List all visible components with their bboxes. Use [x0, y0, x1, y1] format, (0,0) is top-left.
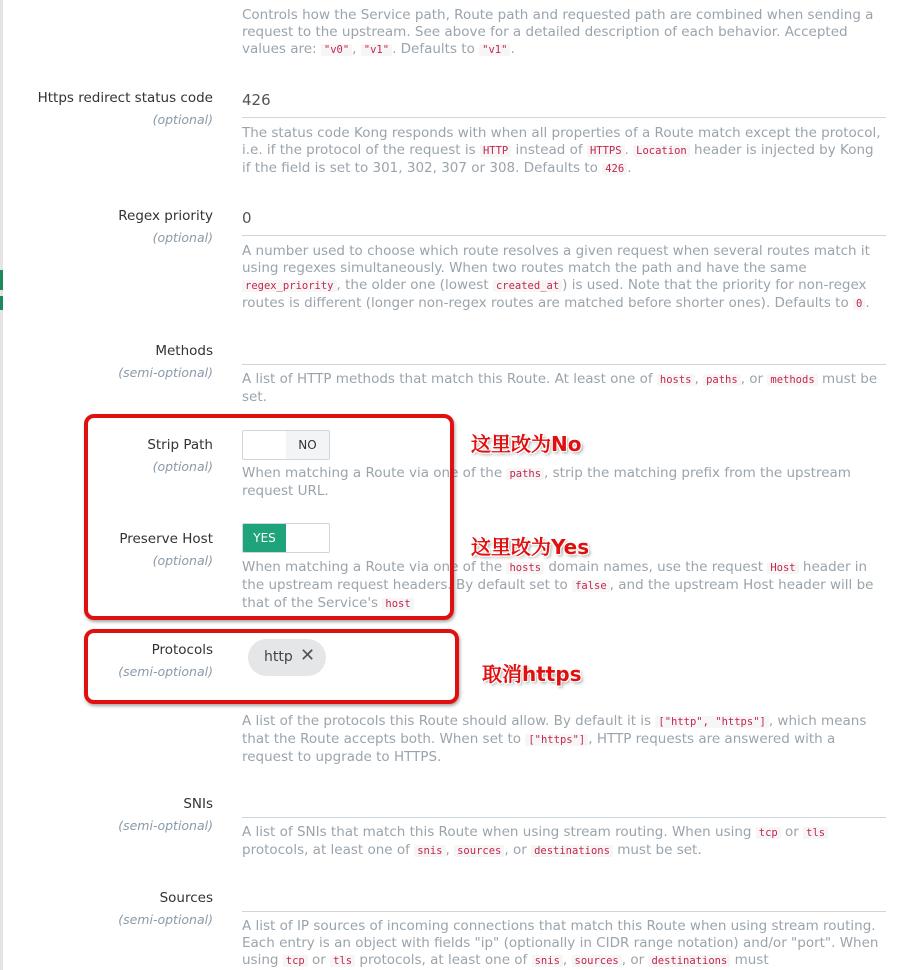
help-text: , the older one (lowest [336, 277, 493, 293]
inline-code: 0 [853, 298, 865, 310]
help-text: When matching a Route via one of the [242, 465, 507, 481]
snis-semi-optional: (semi-optional) [118, 818, 213, 833]
inline-code: HTTP [480, 145, 511, 157]
help-text: . [865, 295, 870, 311]
regex-priority-input[interactable]: 0 [242, 206, 886, 236]
remove-chip-icon[interactable]: ✕ [300, 645, 316, 666]
inline-code: hosts [657, 374, 695, 386]
preserve-host-optional: (optional) [152, 553, 213, 568]
sources-help [242, 918, 886, 970]
inline-code: tls [330, 955, 355, 967]
help-text: The status code Kong responds with when all properties of a Route match except the protocol, i.e. if the protocol of the request is [242, 125, 881, 158]
inline-code: "v1" [361, 44, 392, 56]
methods-label: Methods [155, 343, 213, 359]
methods-input[interactable] [242, 340, 886, 365]
help-text: or [307, 952, 331, 968]
help-text: , or [621, 952, 649, 968]
methods-help [242, 371, 886, 406]
protocols-annotation-note: 取消https [482, 662, 582, 686]
protocols-annotation-box [84, 629, 459, 704]
inline-code: tcp [283, 955, 308, 967]
help-text: must be set. [242, 371, 878, 405]
help-text: , which means that the Route accepts both. When set to [242, 713, 867, 747]
help-text: A list of HTTP methods that match this Route. At least one of [242, 371, 657, 387]
regex-priority-label: Regex priority [118, 208, 213, 224]
inline-code: snis [532, 955, 563, 967]
inline-code: paths [703, 374, 741, 386]
strip-path-label: Strip Path [147, 437, 213, 453]
left-edge-accent-bottom [0, 296, 3, 310]
help-text: A number used to choose which route resolves a given request when several routes match it using regexes simultaneously. When two routes match the path and have the same [242, 243, 870, 276]
help-text: , [352, 41, 361, 57]
help-text: , or [740, 371, 768, 387]
help-text: , [562, 952, 572, 968]
https-redirect-optional: (optional) [152, 112, 213, 127]
help-text: , HTTP requests are answered with a request to upgrade to HTTPS. [242, 731, 836, 765]
strip-preserve-annotation-box [84, 414, 454, 620]
help-text: . [510, 41, 515, 57]
help-text: A list of SNIs that match this Route when using stream routing. When using [242, 824, 756, 840]
strip-path-optional: (optional) [152, 459, 213, 474]
inline-code: sources [572, 955, 622, 967]
preserve-host-label: Preserve Host [119, 531, 213, 547]
help-text: ) is used. Note that the priority for non-regex routes is different (longer non-regex routes are matched before shorter ones). Defaults to [242, 277, 867, 311]
help-text: instead of [511, 142, 587, 158]
sources-input[interactable] [242, 887, 886, 912]
strip-path-toggle-no[interactable]: NO [286, 431, 329, 459]
methods-semi-optional: (semi-optional) [118, 365, 213, 380]
inline-code: snis [414, 845, 445, 857]
regex-priority-help [242, 243, 886, 313]
inline-code: ["http", "https"] [655, 716, 768, 728]
sources-label: Sources [159, 890, 213, 906]
protocols-semi-optional: (semi-optional) [118, 664, 213, 679]
regex-priority-optional: (optional) [152, 230, 213, 245]
snis-help [242, 824, 886, 860]
help-text: domain names, use the request [544, 559, 768, 575]
help-text: protocols, at least one of [242, 842, 415, 858]
help-text: . Defaults to [392, 41, 480, 57]
inline-code: paths [506, 468, 544, 480]
help-text: , or [504, 842, 532, 858]
help-text: , strip the matching prefix from the upstream request URL. [242, 465, 851, 499]
preserve-host-toggle-yes[interactable]: YES [243, 524, 286, 552]
left-edge-strip [0, 0, 3, 970]
inline-code: 426 [602, 163, 627, 175]
protocols-help [242, 713, 886, 766]
left-edge-accent-top [0, 270, 3, 290]
help-text: header is injected by Kong if the field is set to 301, 302, 307 or 308. Defaults to [242, 142, 874, 176]
inline-code: host [382, 598, 413, 610]
preserve-host-annotation-note: 这里改为Yes [471, 535, 590, 559]
inline-code: destinations [531, 845, 613, 857]
snis-input[interactable] [242, 793, 886, 818]
help-text: must [730, 952, 769, 968]
help-text: header in the upstream request headers. By default set to [242, 559, 868, 593]
inline-code: false [572, 580, 610, 592]
help-text: A list of the protocols this Route should allow. By default it is [242, 713, 656, 729]
help-text: . [624, 142, 634, 158]
inline-code: "v0" [321, 44, 352, 56]
sources-semi-optional: (semi-optional) [118, 912, 213, 927]
help-text: Controls how the Service path, Route path and requested path are combined when sending a request to the upstream. See above for a detailed description of each behavior. Accepted values are: [242, 7, 874, 57]
inline-code: tcp [756, 827, 781, 839]
snis-label: SNIs [183, 796, 213, 812]
inline-code: tls [803, 827, 828, 839]
protocol-chip-label: http [264, 649, 293, 665]
help-text: When matching a Route via one of the [242, 559, 507, 575]
inline-code: ["https"] [525, 734, 588, 746]
strip-path-annotation-note: 这里改为No [471, 432, 582, 456]
inline-code: "v1" [479, 44, 510, 56]
inline-code: HTTPS [587, 145, 625, 157]
help-text: . [627, 160, 632, 176]
help-text: , [694, 371, 704, 387]
inline-code: destinations [648, 955, 730, 967]
path-handling-help [242, 7, 886, 59]
help-text: protocols, at least one of [355, 952, 532, 968]
protocols-label: Protocols [151, 642, 213, 658]
help-text: , [445, 842, 455, 858]
help-text: or [780, 824, 804, 840]
inline-code: hosts [506, 562, 544, 574]
help-text: must be set. [612, 842, 702, 858]
help-text: , and the upstream Host header will be that of the Service's [242, 577, 874, 611]
https-redirect-input[interactable]: 426 [242, 88, 886, 118]
inline-code: created_at [493, 280, 562, 292]
inline-code: sources [454, 845, 504, 857]
https-redirect-label: Https redirect status code [37, 90, 213, 106]
help-text: A list of IP sources of incoming connections that match this Route when using stream routing. Each entry is an object with fields "ip" (optionally in CIDR range notation) and/or "port". When using [242, 918, 879, 968]
inline-code: methods [767, 374, 817, 386]
inline-code: Location [633, 145, 690, 157]
https-redirect-help [242, 125, 886, 178]
inline-code: Host [767, 562, 798, 574]
inline-code: regex_priority [242, 280, 337, 292]
